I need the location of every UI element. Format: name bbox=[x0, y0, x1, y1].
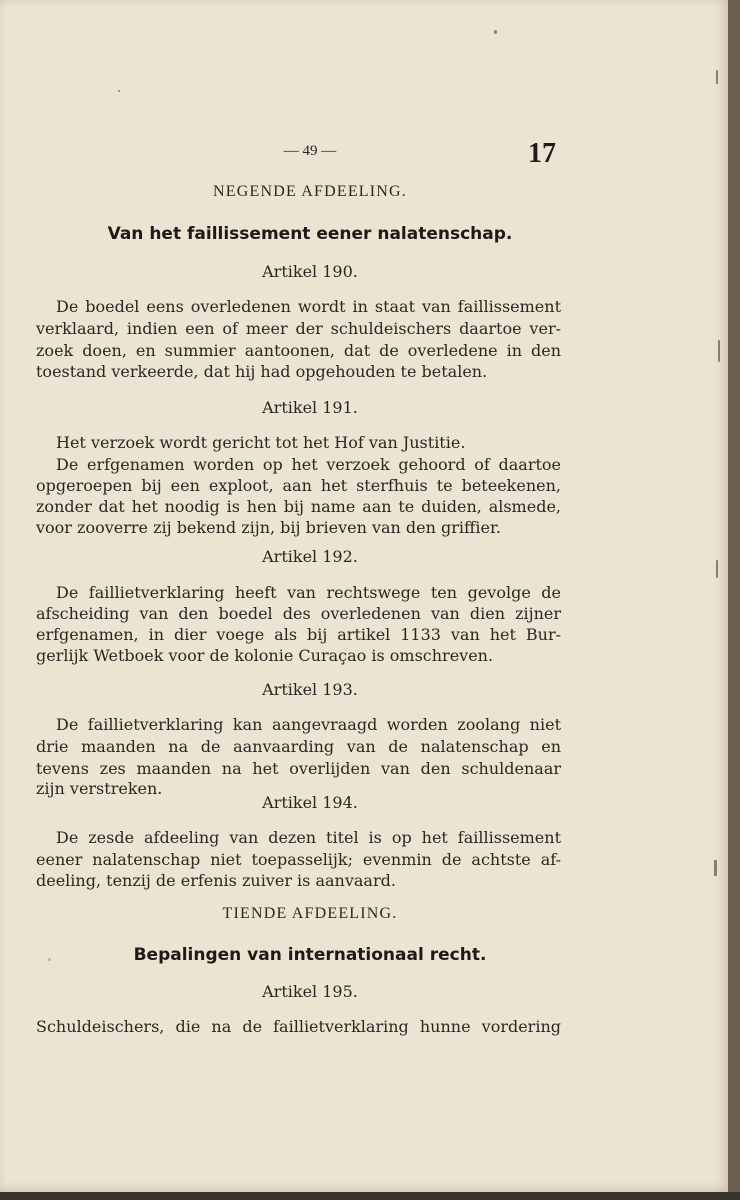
section-title-negende: NEGENDE AFDEELING. bbox=[212, 183, 408, 200]
article-191-line: voor zooverre zij bekend zijn, bij brieven van den griffier. bbox=[36, 518, 501, 537]
section-heading-nalatenschap: Van het faillissement eener nalatenschap. bbox=[107, 224, 513, 244]
paper-speck bbox=[714, 860, 717, 876]
article-194-line: deeling, tenzij de erfenis zuiver is aanvaard. bbox=[36, 871, 396, 890]
section-heading-internationaal: Bepalingen van internationaal recht. bbox=[133, 945, 487, 965]
article-190-line: verklaard, indien een of meer der schuldeischers daartoe ver- bbox=[36, 319, 561, 338]
article-195-line: Schuldeischers, die na de faillietverklaring hunne vordering bbox=[36, 1017, 561, 1036]
article-191-line: De erfgenamen worden op het verzoek gehoord of daartoe bbox=[56, 455, 561, 474]
article-194-line: De zesde afdeeling van dezen titel is op het faillissement bbox=[56, 828, 561, 847]
article-194-line: eener nalatenschap niet toepasselijk; evenmin de achtste af- bbox=[36, 850, 561, 869]
article-193-line: De faillietverklaring kan aangevraagd worden zoolang niet bbox=[56, 715, 561, 734]
article-193-title: Artikel 193. bbox=[262, 680, 358, 699]
article-190-line: zoek doen, en summier aantoonen, dat de overledene in den bbox=[36, 341, 561, 360]
article-194-title: Artikel 194. bbox=[262, 793, 358, 812]
article-190-title: Artikel 190. bbox=[262, 262, 358, 281]
article-191-title: Artikel 191. bbox=[262, 398, 358, 417]
signature-mark: 17 bbox=[528, 138, 556, 169]
paper-speck bbox=[716, 560, 718, 578]
paper-speck bbox=[718, 340, 720, 362]
article-193-line: tevens zes maanden na het overlijden van den schuldenaar bbox=[36, 759, 561, 778]
article-193-line: drie maanden na de aanvaarding van de nalatenschap en bbox=[36, 737, 561, 756]
article-195-title: Artikel 195. bbox=[262, 982, 358, 1001]
article-190-line: De boedel eens overledenen wordt in staat van faillissement bbox=[56, 297, 561, 316]
article-191-line: zonder dat het noodig is hen bij name aan te duiden, alsmede, bbox=[36, 497, 561, 516]
paper-speck bbox=[716, 70, 718, 84]
article-192-title: Artikel 192. bbox=[262, 547, 358, 566]
paper-speck bbox=[494, 30, 497, 34]
page-bottom-edge bbox=[0, 1192, 740, 1200]
article-191-line: opgeroepen bij een exploot, aan het sterfhuis te beteekenen, bbox=[36, 476, 561, 495]
article-192-line: De faillietverklaring heeft van rechtswege ten gevolge de bbox=[56, 583, 561, 602]
page-number: — 49 — bbox=[283, 143, 337, 159]
page-edge bbox=[728, 0, 740, 1200]
article-190-line: toestand verkeerde, dat hij had opgehouden te betalen. bbox=[36, 362, 488, 381]
section-title-tiende: TIENDE AFDEELING. bbox=[222, 905, 398, 922]
article-192-line: gerlijk Wetboek voor de kolonie Curaçao is omschreven. bbox=[36, 646, 494, 665]
article-192-line: erfgenamen, in dier voege als bij artikel 1133 van het Bur- bbox=[36, 625, 561, 644]
paper-speck bbox=[48, 958, 51, 961]
paper-speck bbox=[118, 90, 120, 92]
article-193-line: zijn verstreken. bbox=[36, 779, 163, 798]
article-191-line: Het verzoek wordt gericht tot het Hof van Justitie. bbox=[56, 433, 466, 452]
article-192-line: afscheiding van den boedel des overledenen van dien zijner bbox=[36, 604, 561, 623]
